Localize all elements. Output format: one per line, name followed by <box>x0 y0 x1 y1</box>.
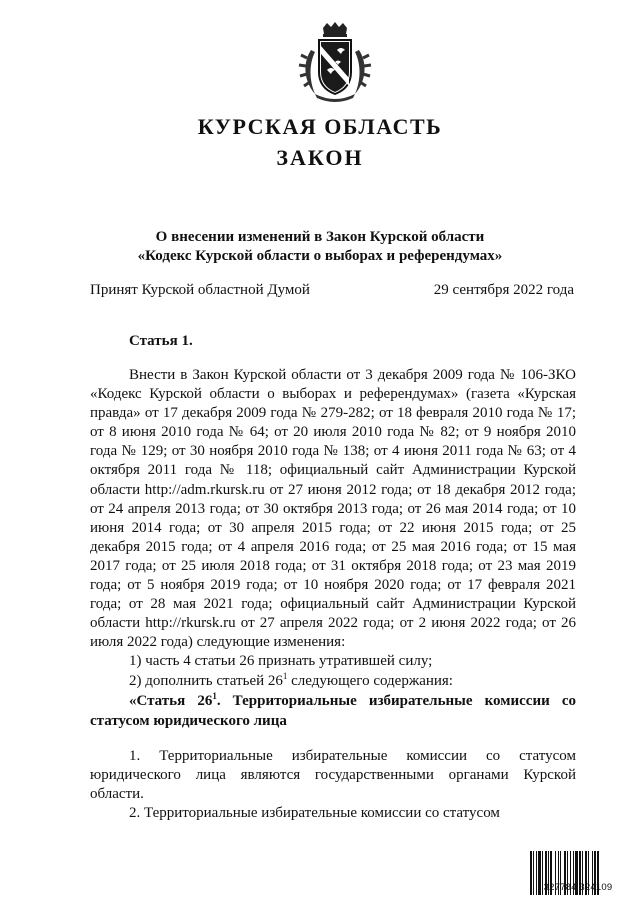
article-1-title: Статья 1. <box>129 333 193 349</box>
law-subject-line-2: «Кодекс Курской области о выборах и референдумах» <box>137 248 503 264</box>
barcode-digits: 327784 324109 <box>543 882 613 893</box>
new-article-heading-sup: 1 <box>212 690 217 701</box>
article-1-intro: Внести в Закон Курской области от 3 декабря 2009 года № 106-ЗКО «Кодекс Курской области о выборах и референдумах» (газета «Курская правда» от 17 декабря 2009 года № 279-282; от 18 февраля 2010 года № 17; от 8 июня 2010 года № 64; от 20 июля 2010 года № 82; от 9 ноября 2010 года № 129; от 30 ноября 2010 года № 138; от 4 июня 2011 года № 63; от 4 октября 2011 года № 118; официальный сайт Администрации Курской области http://adm.rkursk.ru от 27 июня 2012 года; от 18 декабря 2012 года; от 24 апреля 2013 года; от 30 октября 2013 года; от 26 мая 2014 года; от 10 июня 2014 года; от 30 апреля 2015 года; от 22 июня 2015 года; от 25 декабря 2015 года; от 4 апреля 2016 года; от 25 мая 2016 года; от 15 мая 2017 года; от 25 июля 2018 года; от 31 октября 2018 года; от 23 мая 2019 года; от 5 ноября 2019 года; от 10 ноября 2020 года; от 17 февраля 2021 года; от 28 мая 2021 года; официальный сайт Администрации Курской области http://rkursk.ru от 27 апреля 2022 года; от 2 июня 2022 года; от 26 июля 2022 года) следующие изменения: <box>90 367 576 651</box>
amendment-item-2-text: 2) дополнить статьей 26 <box>129 672 283 689</box>
new-article-paragraph-1: 1. Территориальные избирательные комиссии со статусом юридического лица являются государственными органами Курской области. <box>90 747 576 802</box>
region-title: КУРСКАЯ ОБЛАСТЬ <box>197 114 443 139</box>
coat-of-arms-emblem <box>297 22 373 104</box>
law-subject-line-1: О внесении изменений в Закон Курской области <box>155 229 485 245</box>
article-1-body <box>90 366 576 823</box>
law-subject <box>0 228 640 266</box>
adoption-date: 29 сентября 2022 года <box>433 282 574 298</box>
new-article-paragraph-2: 2. Территориальные избирательные комиссии со статусом <box>129 804 500 821</box>
amendment-item-2-tail: следующего содержания: <box>287 672 453 689</box>
amendment-item-2 <box>90 672 576 691</box>
new-article-heading-tail: . Территориальные избирательные комиссии со статусом юридического лица <box>90 692 576 729</box>
adoption-row <box>90 282 574 299</box>
amendment-item-1: 1) часть 4 статьи 26 признать утратившей силу; <box>129 653 433 670</box>
amendment-item-2-sup: 1 <box>282 670 288 681</box>
adopted-by: Принят Курской областной Думой <box>90 282 310 298</box>
new-article-heading <box>90 691 576 731</box>
document-type-title: ЗАКОН <box>276 145 364 170</box>
new-article-heading-text: «Статья 26 <box>129 692 213 709</box>
